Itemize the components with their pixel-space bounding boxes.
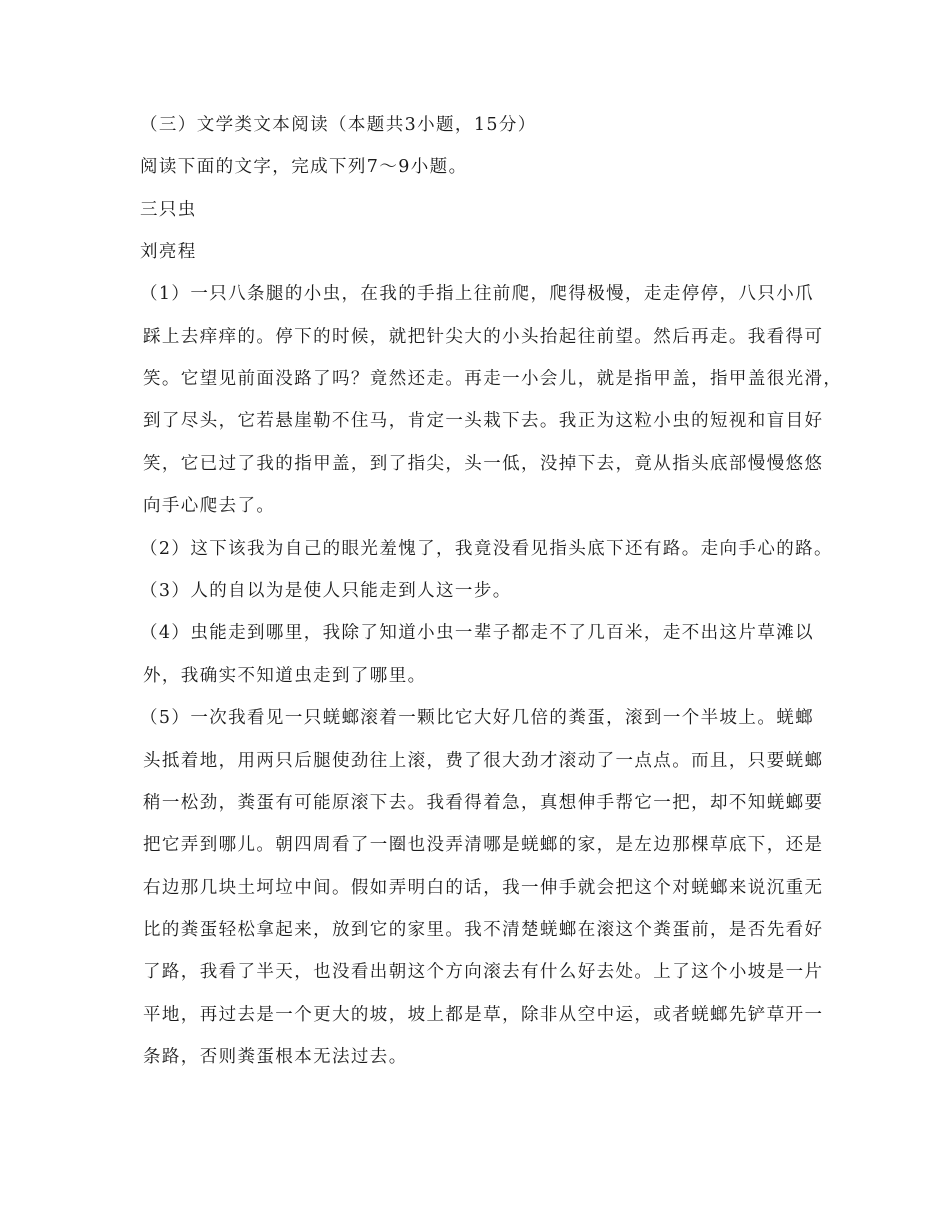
paragraph-5-line: 稍一松劲，粪蛋有可能原滚下去。我看得着急，真想伸手帮它一把，却不知蜣螂要 — [143, 793, 824, 813]
instruction-text: 阅读下面的文字，完成下列7～9小题。 — [140, 157, 468, 177]
paragraph-5-line: 把它弄到哪儿。朝四周看了一圈也没弄清哪是蜣螂的家，是左边那棵草底下，还是 — [143, 835, 824, 855]
paragraph-3-line: （3）人的自以为是使人只能走到人这一步。 — [140, 581, 512, 601]
paragraph-5-line: 右边那几块土坷垃中间。假如弄明白的话，我一伸手就会把这个对蜣螂来说沉重无 — [143, 878, 824, 898]
paragraph-4-line: （4）虫能走到哪里，我除了知道小虫一辈子都走不了几百米，走不出这片草滩以 — [140, 623, 815, 643]
paragraph-5-line: 比的粪蛋轻松拿起来，放到它的家里。我不清楚蜣螂在滚这个粪蛋前，是否先看好 — [143, 920, 824, 940]
paragraph-1-line: 到了尽头，它若悬崖勒不住马，肯定一头栽下去。我正为这粒小虫的短视和盲目好 — [143, 411, 824, 431]
paragraph-5-line: 条路，否则粪蛋根本无法过去。 — [143, 1047, 408, 1067]
paragraph-1-line: 笑。它望见前面没路了吗？竟然还走。再走一小会儿，就是指甲盖，指甲盖很光滑， — [143, 369, 843, 389]
paragraph-1-line: （1）一只八条腿的小虫，在我的手指上往前爬，爬得极慢，走走停停，八只小爪 — [140, 284, 815, 304]
paragraph-5-line: 头抵着地，用两只后腿使劲往上滚，费了很大劲才滚动了一点点。而且，只要蜣螂 — [143, 751, 824, 771]
paragraph-1-line: 向手心爬去了。 — [143, 496, 276, 516]
section-heading: （三）文学类文本阅读（本题共3小题，15分） — [140, 115, 537, 135]
paragraph-1-line: 踩上去痒痒的。停下的时候，就把针尖大的小头抬起往前望。然后再走。我看得可 — [143, 327, 824, 347]
paragraph-1-line: 笑，它已过了我的指甲盖，到了指尖，头一低，没掉下去，竟从指头底部慢慢悠悠 — [143, 454, 824, 474]
paragraph-2-line: （2）这下该我为自己的眼光羞愧了，我竟没看见指头底下还有路。走向手心的路。 — [140, 539, 833, 559]
paragraph-4-line: 外，我确实不知道虫走到了哪里。 — [143, 666, 427, 686]
story-title: 三只虫 — [140, 200, 197, 220]
paragraph-5-line: （5）一次我看见一只蜣螂滚着一颗比它大好几倍的粪蛋，滚到一个半坡上。蜣螂 — [140, 708, 815, 728]
paragraph-5-line: 平地，再过去是一个更大的坡，坡上都是草，除非从空中运，或者蜣螂先铲草开一 — [143, 1005, 824, 1025]
author-name: 刘亮程 — [140, 242, 197, 262]
paragraph-5-line: 了路，我看了半天，也没看出朝这个方向滚去有什么好去处。上了这个小坡是一片 — [143, 962, 824, 982]
